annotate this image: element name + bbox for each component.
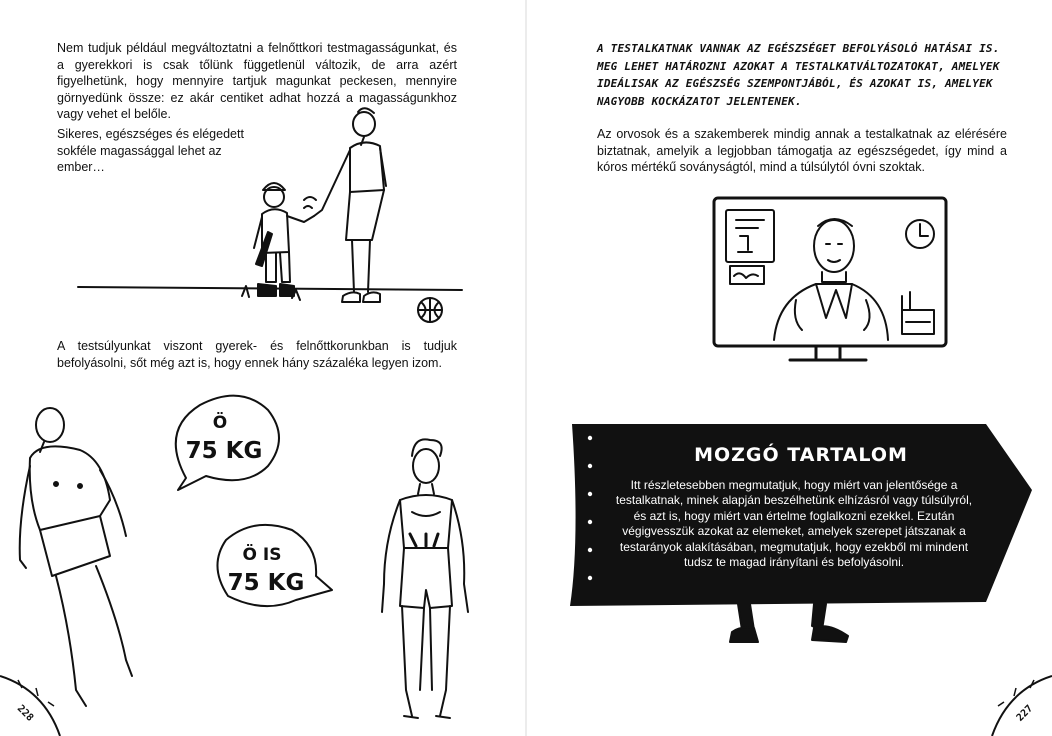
banner-body: Itt részletesebben megmutatjuk, hogy miért van jelentősége a testalkatnak, minek alapján beszélhetünk elhízásról vagy túlsúlyról, és azt is, hogy miért van értelme foglalkozni ezekkel. Ezután végigvesszük azokat az elemeket, amelyek szerepet játszanak a testarányok alakításában, megmutatjuk, hogy ezekből mi mindent tudsz te magad irányítani és befolyásolni. [615, 478, 973, 570]
page-number-left: 228 [14, 703, 36, 724]
bubble-2-line-1: Ö IS [242, 545, 282, 565]
page-number-right: 227 [1014, 703, 1036, 724]
page-corner-dial-right [526, 0, 1052, 736]
bubble-1-line-1: Ö [212, 413, 228, 433]
right-page [526, 0, 1052, 736]
bubble-2-line-2: 75 KG [227, 570, 305, 596]
paragraph-doctors: Az orvosok és a szakemberek mindig annak a testalkatnak az elérésére biztatnak, amelyik a legjobban támogatja az egészségedet, így mind a kóros mértékű soványságtól, mind a túlsúlytól óvni szoktak. [597, 127, 1007, 174]
paragraph-height: Nem tudjuk például megváltoztatni a felnőttkori testmagasságunkat, és a gyerekkori is csak tőlünk függetlenül változik, de arra azért figyelhetünk, hogy mennyire tartjuk magunkat peckesen, mennyire görnyedünk össze: ez akár centiket adhat hozzá a magasságunkhoz vagy vehet el belőle. [57, 41, 457, 121]
bubble-1-line-2: 75 KG [185, 438, 263, 464]
heading-health-effects: A TESTALKATNAK VANNAK AZ EGÉSZSÉGET BEFOLYÁSOLÓ HATÁSAI IS. MEG LEHET HATÁROZNI AZOKAT A TESTALKATVÁLTOZATOKAT, AMELYEK IDEÁLISAK AZ EGÉSZSÉG SZEMPONTJÁBÓL, ÉS AZOKAT IS, AMELYEK NAGYOBB KOCKÁZATOT JELENTENEK. [597, 42, 1000, 108]
paragraph-weight: A testsúlyunkat viszont gyerek- és felnőttkorunkban is tudjuk befolyásolni, sőt még azt is, hogy ennek hány százaléka legyen izom. [57, 339, 457, 370]
banner-title: MOZGÓ TARTALOM [694, 444, 908, 466]
paragraph-height-success: Sikeres, egészséges és elégedett sokféle magassággal lehet az ember… [57, 127, 244, 174]
